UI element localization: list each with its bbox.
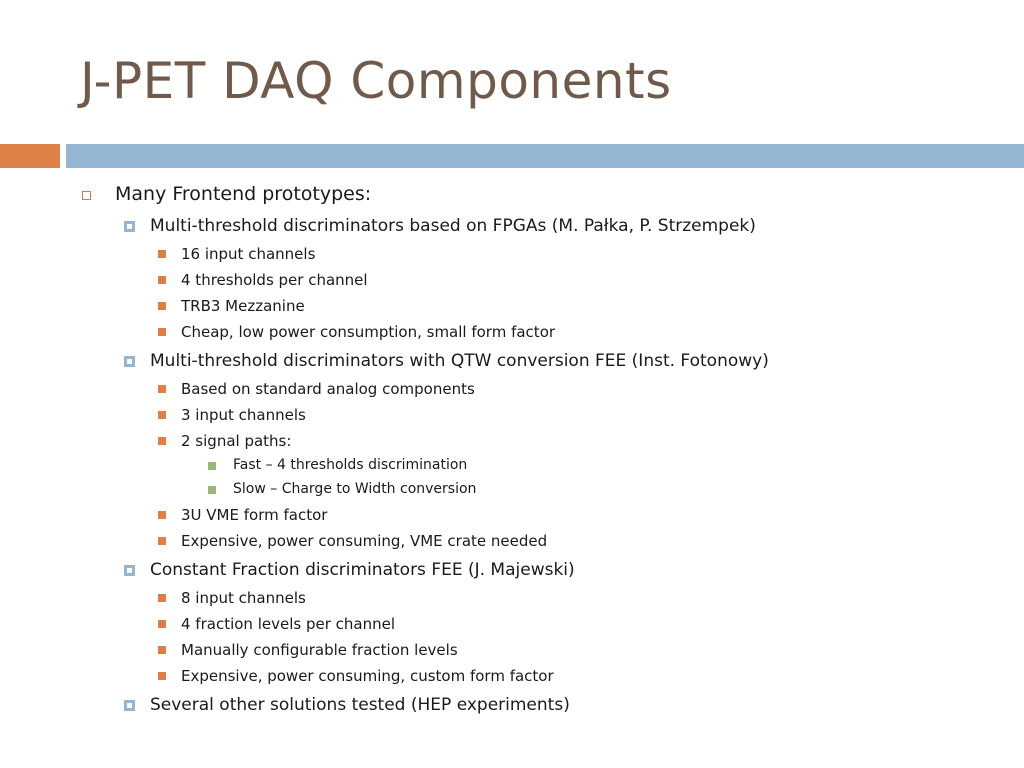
list-item: [150, 351, 769, 371]
filled-square-bullet-icon: [158, 276, 166, 284]
list-item: [181, 271, 368, 289]
list-item: [150, 216, 756, 236]
green-square-bullet-icon: [208, 486, 216, 494]
list-item: [181, 615, 395, 633]
list-item: [181, 380, 475, 398]
list-item: [181, 506, 327, 524]
list-item-text: Slow – Charge to Width conversion: [233, 481, 477, 497]
list-item-text: 16 input channels: [181, 245, 316, 263]
list-item-text: TRB3 Mezzanine: [181, 297, 305, 315]
list-item-text: 8 input channels: [181, 589, 306, 607]
list-item-text: 4 fraction levels per channel: [181, 615, 395, 633]
list-item: [150, 695, 570, 715]
list-item-text: 2 signal paths:: [181, 432, 292, 450]
list-item-text: 3U VME form factor: [181, 506, 328, 524]
list-item: [181, 323, 555, 341]
filled-square-bullet-icon: [158, 328, 166, 336]
square-bullet-icon: [124, 700, 135, 711]
list-item: [181, 406, 306, 424]
list-item: [181, 432, 291, 450]
list-item-text: Cheap, low power consumption, small form factor: [181, 323, 556, 341]
square-bullet-icon: [124, 565, 135, 576]
list-item-text: 4 thresholds per channel: [181, 271, 368, 289]
list-item-text: 3 input channels: [181, 406, 306, 424]
list-item-text: Based on standard analog components: [181, 380, 475, 398]
list-item-text: Expensive, power consuming, custom form factor: [181, 667, 554, 685]
list-item-text: Fast – 4 thresholds discrimination: [233, 457, 468, 473]
filled-square-bullet-icon: [158, 411, 166, 419]
filled-square-bullet-icon: [158, 511, 166, 519]
list-item: [233, 457, 467, 473]
green-square-bullet-icon: [208, 462, 216, 470]
list-item-text: Expensive, power consuming, VME crate needed: [181, 532, 548, 550]
filled-square-bullet-icon: [158, 537, 166, 545]
list-item-text: Constant Fraction discriminators FEE (J. Majewski): [150, 560, 575, 580]
filled-square-bullet-icon: [158, 646, 166, 654]
filled-square-bullet-icon: [158, 250, 166, 258]
list-item-text: Multi-threshold discriminators based on FPGAs (M. Pałka, P. Strzempek): [150, 216, 756, 236]
list-item: [181, 532, 547, 550]
square-bullet-icon: [124, 221, 135, 232]
list-item: [181, 667, 554, 685]
list-item: [115, 183, 371, 205]
list-item-text: Several other solutions tested (HEP experiments): [150, 695, 570, 715]
list-item: [181, 589, 306, 607]
list-item: [150, 560, 575, 580]
hollow-square-bullet-icon: [82, 191, 91, 200]
filled-square-bullet-icon: [158, 437, 166, 445]
slide-title: J-PET DAQ Components: [80, 52, 672, 110]
filled-square-bullet-icon: [158, 302, 166, 310]
list-item: [181, 641, 458, 659]
accent-bar-orange: [0, 144, 60, 168]
filled-square-bullet-icon: [158, 672, 166, 680]
list-item-text: Manually configurable fraction levels: [181, 641, 458, 659]
list-item: [181, 297, 305, 315]
filled-square-bullet-icon: [158, 385, 166, 393]
square-bullet-icon: [124, 356, 135, 367]
filled-square-bullet-icon: [158, 620, 166, 628]
list-item: [181, 245, 315, 263]
list-item-text: Multi-threshold discriminators with QTW conversion FEE (Inst. Fotonowy): [150, 351, 769, 371]
list-item-text: Many Frontend prototypes:: [115, 183, 372, 205]
accent-bar-blue: [66, 144, 1024, 168]
list-item: [233, 481, 476, 497]
filled-square-bullet-icon: [158, 594, 166, 602]
